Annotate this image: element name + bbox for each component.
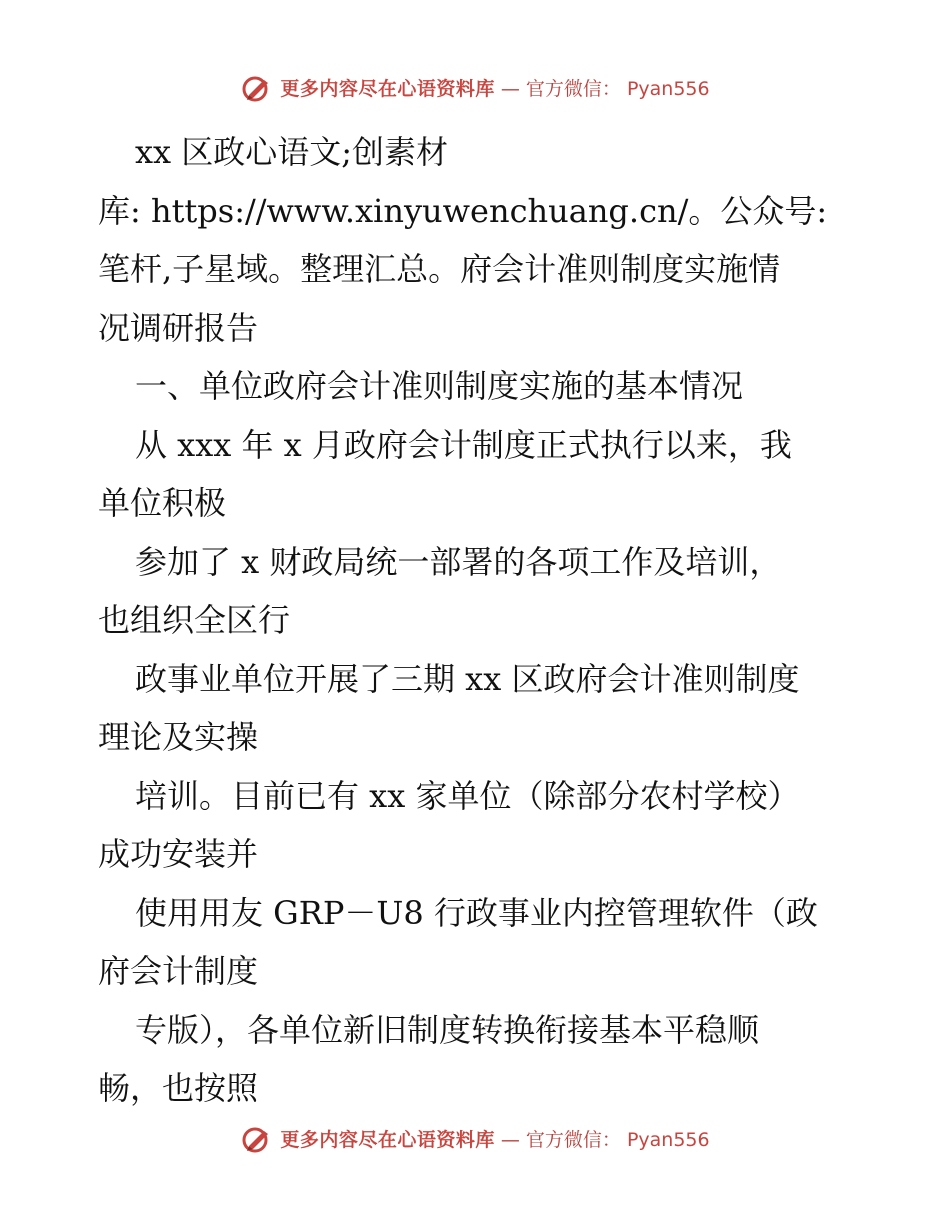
watermark-brand: 更多内容尽在心语资料库 bbox=[280, 78, 495, 100]
watermark-wechat-id: Pyan556 bbox=[626, 78, 710, 100]
text-line: 参加了 x 财政局统一部署的各项工作及培训， bbox=[135, 542, 782, 581]
text-line: 培训。目前已有 xx 家单位（除部分农村学校） bbox=[135, 776, 800, 815]
text-line: 府会计制度 bbox=[98, 952, 259, 990]
watermark-brand: 更多内容尽在心语资料库 bbox=[280, 1129, 495, 1151]
text-line: 笔杆,子星域。整理汇总。府会计准则制度实施情 bbox=[98, 250, 781, 288]
watermark-separator: — bbox=[500, 78, 520, 100]
header-watermark bbox=[0, 74, 950, 104]
text-line: 单位积极 bbox=[98, 484, 227, 522]
text-line: 专版），各单位新旧制度转换衔接基本平稳顺 bbox=[135, 1010, 760, 1049]
document-body bbox=[98, 123, 898, 1118]
text-line: 理论及实操 bbox=[98, 718, 259, 756]
text-line: 从 xxx 年 x 月政府会计制度正式执行以来，我 bbox=[135, 425, 792, 464]
watermark-wechat-label: 官方微信： bbox=[525, 78, 621, 100]
watermark-wechat-label: 官方微信： bbox=[525, 1129, 621, 1151]
text-line: 畅，也按照 bbox=[98, 1069, 259, 1107]
watermark-separator: — bbox=[500, 1129, 520, 1151]
pen-logo-icon bbox=[240, 1125, 274, 1155]
text-line: 也组织全区行 bbox=[98, 601, 291, 639]
text-line: 使用用友 GRP－U8 行政事业内控管理软件（政 bbox=[135, 893, 818, 932]
text-line: 况调研报告 bbox=[98, 308, 259, 347]
text-line: 库: https://www.xinyuwenchuang.cn/。公众号: bbox=[98, 191, 828, 230]
pen-logo-icon bbox=[240, 74, 274, 104]
text-line: 政事业单位开展了三期 xx 区政府会计准则制度 bbox=[135, 659, 800, 698]
footer-watermark bbox=[0, 1125, 950, 1155]
watermark-wechat-id: Pyan556 bbox=[626, 1129, 710, 1151]
text-line: 成功安装并 bbox=[98, 835, 259, 873]
section-heading: 一、单位政府会计准则制度实施的基本情况 bbox=[135, 367, 744, 405]
text-line: xx 区政心语文;创素材 bbox=[135, 133, 449, 171]
